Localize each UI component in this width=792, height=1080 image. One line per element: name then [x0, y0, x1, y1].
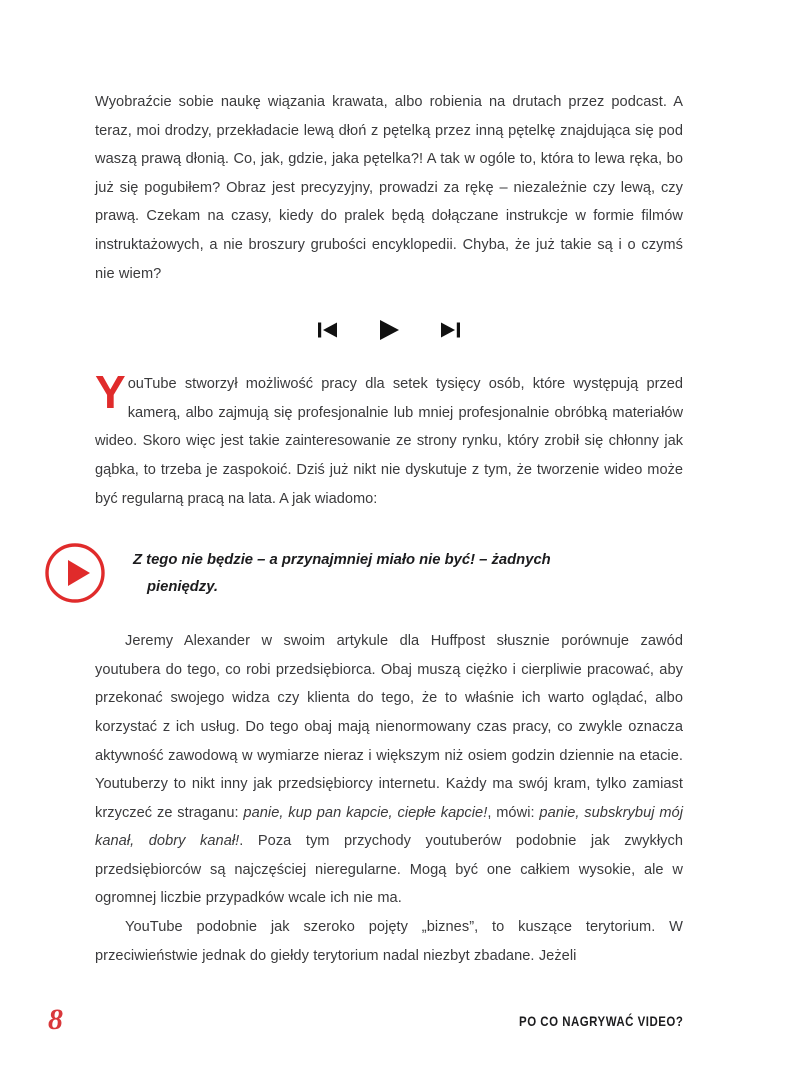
paragraph-jeremy-italic1: panie, kup pan kapcie, ciepłe kapcie!: [243, 804, 488, 821]
page-number: 8: [48, 1003, 63, 1036]
transport-controls: [95, 310, 683, 350]
play-icon[interactable]: [377, 318, 401, 342]
previous-track-icon[interactable]: [317, 320, 339, 340]
paragraph-intro: Wyobraźcie sobie naukę wiązania krawata, albo robienia na drutach przez podcast. A teraz, moi drodzy, przekładacie lewą dłoń z pętelką przez inną pętelkę znajdująca się pod waszą prawą dłonią. Co, jak, gdzie, jaka pętelka?! A tak w ogóle to, która to lewa ręka, bo już się pogubiłem? Obraz jest precyzyjny, prowadzi za rękę – niezależnie czy lewą, czy prawą. Czekam na czasy, kiedy do pralek będą dołączane instrukcje w formie filmów instruktażowych, a nie broszury grubości encyklopedii. Chyba, że już takie są i o czymś nie wiem?: [95, 94, 683, 282]
callout-line-1: Z tego nie będzie – a przynajmniej miało nie być! – żadnych: [133, 552, 551, 569]
paragraph-jeremy: [95, 627, 683, 913]
play-circle-icon: [43, 541, 107, 605]
page-content: [95, 88, 683, 970]
callout-text: [133, 547, 683, 601]
paragraph-youtube: [95, 366, 683, 513]
page-footer: [0, 1002, 792, 1036]
drop-cap-letter: Y: [95, 366, 126, 419]
paragraph-jeremy-italic2: panie, subskrybuj mój kanał, dobry kanał!: [95, 804, 684, 850]
paragraph-jeremy-part1: Jeremy Alexander w swoim artykule dla Huffpost słusznie porównuje zawód youtubera do tego, co robi przedsiębiorca. Obaj muszą ciężko i cierpliwie pracować, aby przekonać swojego widza czy klienta do tego, że to właśnie ich warto oglądać, albo korzystać z ich usług. Do tego obaj mają nienormowany czas pracy, co zwykle oznacza aktywność zawodową w wymiarze nieraz i większym niż osiem godzin dziennie na etacie. Youtuberzy to nikt inny jak przedsiębiorcy internetu. Każdy ma swój kram, tylko zamiast krzyczeć ze straganu:: [95, 633, 683, 821]
callout-quote: [43, 539, 683, 605]
callout-line-2: pieniędzy.: [147, 579, 218, 596]
next-track-icon[interactable]: [439, 320, 461, 340]
paragraph-jeremy-part3: . Poza tym przychody youtuberów podobnie jak zwykłych przedsiębiorców są najczęściej nieregularne. Mogą być one całkiem wysokie, ale w ogromnej liczbie przypadków wcale ich nie ma.: [95, 833, 683, 907]
paragraph-youtube-text: ouTube stworzył możliwość pracy dla setek tysięcy osób, które występują przed kamerą, albo zajmują się profesjonalnie lub mniej profesjonalnie obróbką materiałów wideo. Skoro więc jest takie zainteresowanie ze strony rynku, który zrobił się chłonny jak gąbka, to trzeba je zaspokoić. Dziś już nikt nie dyskutuje z tym, że tworzenie wideo może być regularną pracą na lata. A jak wiadomo:: [95, 376, 683, 507]
paragraph-jeremy-part2: , mówi:: [487, 804, 540, 821]
running-title: PO CO NAGRYWAĆ VIDEO?: [518, 1013, 683, 1029]
paragraph-closing: YouTube podobnie jak szeroko pojęty „biznes”, to kuszące terytorium. W przeciwieństwie jednak do giełdy terytorium nadal niezbyt zbadane. Jeżeli: [95, 919, 683, 964]
